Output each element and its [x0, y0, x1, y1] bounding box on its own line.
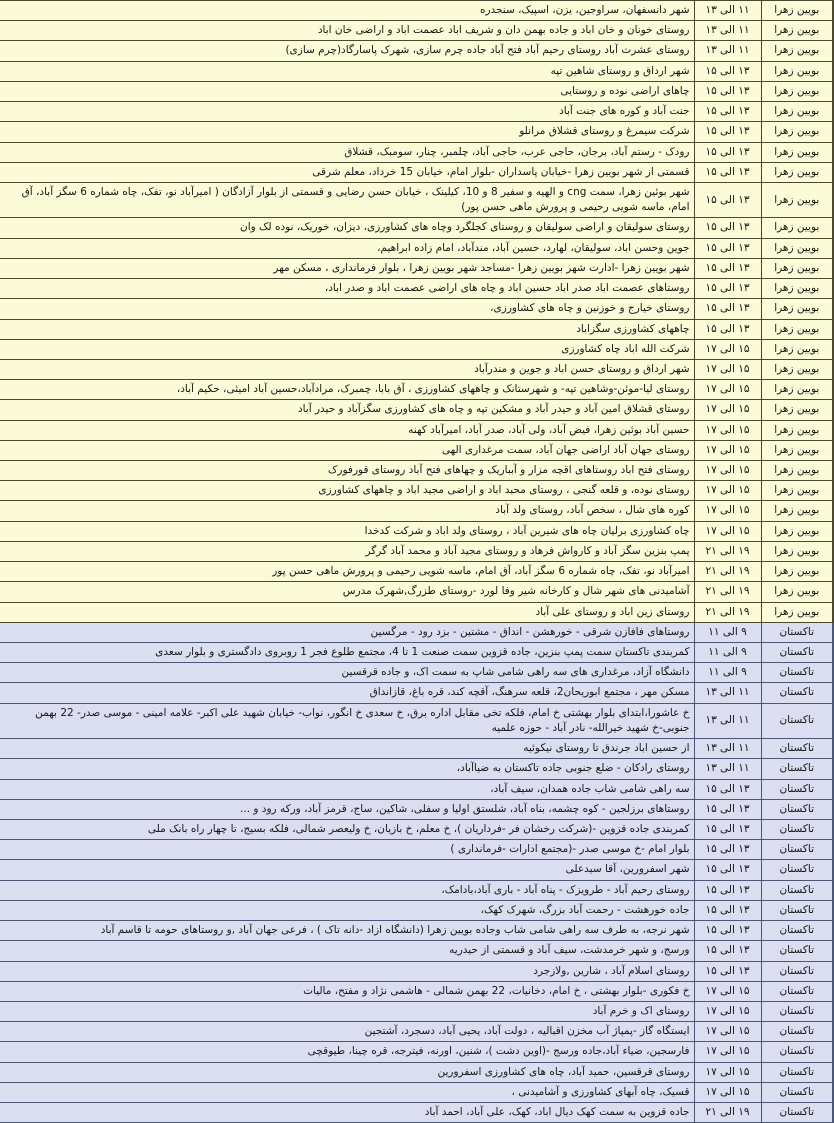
cell-city: بویین زهرا [761, 501, 833, 521]
cell-city: تاکستان [761, 1082, 833, 1102]
cell-city: تاکستان [761, 840, 833, 860]
cell-city: بویین زهرا [761, 218, 833, 238]
cell-outage-areas: شرکت الله اباد چاه کشاورزی [0, 339, 694, 359]
table-row [0, 319, 833, 339]
cell-outage-time: ۱۵ الی ۱۷ [694, 420, 761, 440]
cell-city: بویین زهرا [761, 299, 833, 319]
cell-city: تاکستان [761, 799, 833, 819]
cell-city: بویین زهرا [761, 521, 833, 541]
cell-outage-areas: روستای رادکان - ضلع جنوبی جاده تاکستان به ضیاآباد، [0, 759, 694, 779]
cell-city: بویین زهرا [761, 238, 833, 258]
cell-outage-time: ۱۵ الی ۱۷ [694, 1062, 761, 1082]
cell-city: بویین زهرا [761, 319, 833, 339]
cell-outage-areas: حسین آباد بوئین زهرا، فیض آباد، ولی آباد، صدر آباد، امیرآباد کهنه [0, 420, 694, 440]
table-row [0, 819, 833, 839]
cell-outage-time: ۱۵ الی ۱۷ [694, 380, 761, 400]
cell-outage-areas: روستای زین اباد و روستای علی آباد [0, 602, 694, 622]
table-row [0, 622, 833, 642]
cell-outage-time: ۹ الی ۱۱ [694, 663, 761, 683]
table-row [0, 961, 833, 981]
cell-outage-areas: فارسجین، ضیاء آباد،جاده ورسج -(اوین دشت )، شنین، اورنه، فیترجه، قره چینا، طیوقچی [0, 1042, 694, 1062]
cell-city: بویین زهرا [761, 41, 833, 61]
table-row [0, 218, 833, 238]
cell-outage-areas: مسکن مهر ، مجتمع ابوریحان2، قلعه سرهنگ، آقچه کند، قره باغ، قازانداق [0, 683, 694, 703]
cell-city: تاکستان [761, 663, 833, 683]
cell-outage-time: ۱۱ الی ۱۳ [694, 1, 761, 21]
cell-outage-time: ۱۳ الی ۱۵ [694, 122, 761, 142]
cell-outage-areas: روستای قرقسین، حمید آباد، چاه های کشاورزی اسفرورین [0, 1062, 694, 1082]
cell-city: بویین زهرا [761, 481, 833, 501]
cell-outage-areas: شهر دانسفهان، سراوجین، یزن، اسپیک، سنجدره [0, 1, 694, 21]
cell-outage-areas: قسمتی از شهر بویین زهرا -خیابان پاسداران -بلوار امام، خیابان 15 خرداد، معلم شرقی [0, 162, 694, 182]
cell-outage-time: ۱۳ الی ۱۵ [694, 819, 761, 839]
cell-outage-time: ۱۵ الی ۱۷ [694, 339, 761, 359]
cell-city: بویین زهرا [761, 258, 833, 278]
cell-outage-time: ۱۳ الی ۱۵ [694, 81, 761, 101]
cell-outage-areas: چاه کشاورزی برلیان چاه های شیرین آباد ، روستای ولد اباد و شرکت کدخدا [0, 521, 694, 541]
table-row [0, 122, 833, 142]
table-row [0, 703, 833, 738]
cell-outage-areas: روستای اک و خرم آباد [0, 1001, 694, 1021]
cell-city: بویین زهرا [761, 1, 833, 21]
cell-outage-time: ۱۵ الی ۱۷ [694, 481, 761, 501]
cell-city: تاکستان [761, 860, 833, 880]
cell-outage-time: ۱۳ الی ۱۵ [694, 299, 761, 319]
cell-outage-areas: جنت آباد و کوره های جنت آباد [0, 102, 694, 122]
table-row [0, 1022, 833, 1042]
cell-outage-time: ۱۵ الی ۱۷ [694, 461, 761, 481]
cell-outage-areas: پمپ بنزین سگز آباد و کارواش فرهاد و روستای مجید آباد و محمد آباد گرگر [0, 541, 694, 561]
cell-outage-areas: جاده خورهشت - رحمت آباد بزرگ، شهرک کهک، [0, 900, 694, 920]
cell-city: بویین زهرا [761, 461, 833, 481]
table-row [0, 541, 833, 561]
cell-outage-areas: رودک - رستم آباد، برجان، حاجی عرب، حاجی آباد، چلمبر، چنار، سومبک، قشلاق [0, 142, 694, 162]
cell-city: تاکستان [761, 759, 833, 779]
cell-city: بویین زهرا [761, 562, 833, 582]
cell-outage-time: ۹ الی ۱۱ [694, 622, 761, 642]
table-row [0, 339, 833, 359]
cell-outage-areas: روستاهای برزلجین - کوه چشمه، بناه آباد، شلستق اولیا و سفلی، شاکین، ساج، قرمز آباد، ورکه رود و ... [0, 799, 694, 819]
cell-city: بویین زهرا [761, 102, 833, 122]
table-row [0, 860, 833, 880]
cell-outage-time: ۱۹ الی ۲۱ [694, 582, 761, 602]
cell-outage-areas: از حسین اباد جرندق تا روستای نیکوئیه [0, 739, 694, 759]
cell-outage-areas: جاده قزوین به سمت کهک دیال اباد، کهک، علی آباد، احمد آباد [0, 1103, 694, 1123]
cell-city: تاکستان [761, 880, 833, 900]
cell-outage-areas: روستای خیارج و خوزنین و چاه های کشاورزی، [0, 299, 694, 319]
cell-outage-areas: شهر اسفرورین، آقا سیدعلی [0, 860, 694, 880]
cell-outage-time: ۱۱ الی ۱۳ [694, 683, 761, 703]
cell-outage-areas: روستای فتح اباد روستاهای اقچه مزار و آبباریک و چهاهای فتح آباد روستای قورفورک [0, 461, 694, 481]
cell-outage-time: ۱۳ الی ۱۵ [694, 279, 761, 299]
table-row [0, 1001, 833, 1021]
cell-city: بویین زهرا [761, 541, 833, 561]
cell-outage-time: ۱۳ الی ۱۵ [694, 238, 761, 258]
table-row [0, 81, 833, 101]
table-row [0, 102, 833, 122]
table-row [0, 21, 833, 41]
cell-outage-areas: روستای نوده، و قلعه گنجی ، روستای محبد اباد و اراضی مجید اباد و چاههای کشاورزی [0, 481, 694, 501]
cell-city: بویین زهرا [761, 142, 833, 162]
cell-city: تاکستان [761, 703, 833, 738]
cell-outage-areas: بلوار امام -خ موسی صدر -(مجتمع ادارات -فرمانداری ) [0, 840, 694, 860]
table-row [0, 1, 833, 21]
cell-outage-areas: امیرآباد نو، تفک، چاه شماره 6 سگز آباد، آق امام، ماسه شویی رحیمی و پرورش ماهی حسن پور [0, 562, 694, 582]
cell-outage-areas: روستای اسلام آباد ، شارین ,ولازجرد [0, 961, 694, 981]
cell-outage-areas: روستای رحیم آباد - طرویزک - پناه آباد - باری آباد،بادامک، [0, 880, 694, 900]
table-row [0, 840, 833, 860]
cell-outage-areas: جوین وحسن اباد، سولیقان، لهارد، حسین آباد، مندآباد، امام زاده ابراهیم، [0, 238, 694, 258]
cell-city: تاکستان [761, 961, 833, 981]
cell-outage-areas: روستاهای فافازن شرقی - خورهشن - انداق - مشتین - بزد رود - مرگسین [0, 622, 694, 642]
table-row [0, 400, 833, 420]
cell-outage-time: ۱۹ الی ۲۱ [694, 602, 761, 622]
table-row [0, 941, 833, 961]
table-row [0, 981, 833, 1001]
cell-outage-time: ۱۳ الی ۱۵ [694, 941, 761, 961]
cell-outage-time: ۱۵ الی ۱۷ [694, 1042, 761, 1062]
cell-city: بویین زهرا [761, 582, 833, 602]
table-row [0, 501, 833, 521]
cell-outage-areas: روستای قشلاق امین آباد و حیدر آباد و مشکین تپه و چاه های کشاورزی سگزآباد و حیدر آباد [0, 400, 694, 420]
table-row [0, 238, 833, 258]
cell-outage-areas: ایستگاه گاز -پمپاژ آب مخزن اقبالیه ، دولت آباد، یحیی آباد، دسجرد، آشتجین [0, 1022, 694, 1042]
cell-outage-time: ۱۹ الی ۲۱ [694, 541, 761, 561]
cell-city: بویین زهرا [761, 380, 833, 400]
cell-outage-time: ۱۳ الی ۱۵ [694, 258, 761, 278]
table-row [0, 1042, 833, 1062]
table-row [0, 461, 833, 481]
cell-city: بویین زهرا [761, 602, 833, 622]
cell-outage-areas: خ عاشورا،ابتدای بلوار بهشتی خ امام، فلکه تخی مقابل اداره برق، خ سعدی خ انگور، نواب- خیابان شهید علی اکبر- علامه امینی - موسی صدر- 22 بهمن جنوبی-خ شهید خیرالله- نادر آباد - حوزه علمیه [0, 703, 694, 738]
cell-city: بویین زهرا [761, 400, 833, 420]
cell-outage-time: ۱۳ الی ۱۵ [694, 921, 761, 941]
cell-outage-areas: روستای خونان و خان اباد و جاده بهمن دان و شریف اباد عصمت اباد و اراضی خان اباد [0, 21, 694, 41]
cell-outage-areas: روستاهای عصمت اباد صدر اباد حسین اباد و چاه های اراضی عصمت اباد و صدر اباد، [0, 279, 694, 299]
cell-outage-areas: روستای لیا-موئن-وشاهین تپه- و شهرستانک و چاههای کشاورزی ، آق بابا، چمبرک، مرادآباد،حسین آباد امیئی، حکیم آباد، [0, 380, 694, 400]
cell-city: تاکستان [761, 683, 833, 703]
table-row [0, 643, 833, 663]
table-row [0, 359, 833, 379]
cell-outage-time: ۱۳ الی ۱۵ [694, 61, 761, 81]
cell-outage-areas: روستای عشرت آباد روستای رحیم آباد فتح آباد جاده چرم سازی، شهرک پاسارگاد(چرم سازی) [0, 41, 694, 61]
table-row [0, 61, 833, 81]
table-row [0, 880, 833, 900]
cell-outage-time: ۱۳ الی ۱۵ [694, 900, 761, 920]
cell-city: بویین زهرا [761, 81, 833, 101]
table-row [0, 900, 833, 920]
table-row [0, 562, 833, 582]
cell-outage-time: ۱۳ الی ۱۵ [694, 799, 761, 819]
cell-outage-time: ۱۳ الی ۱۵ [694, 779, 761, 799]
table-row [0, 182, 833, 217]
table-row [0, 1103, 833, 1123]
cell-city: تاکستان [761, 921, 833, 941]
cell-outage-time: ۱۳ الی ۱۵ [694, 840, 761, 860]
table-row [0, 521, 833, 541]
cell-outage-time: ۱۳ الی ۱۵ [694, 142, 761, 162]
cell-outage-time: ۱۱ الی ۱۳ [694, 739, 761, 759]
cell-outage-areas: شرکت سیمرغ و روستای قشلاق مرانلو [0, 122, 694, 142]
cell-city: تاکستان [761, 1103, 833, 1123]
cell-outage-time: ۱۱ الی ۱۳ [694, 759, 761, 779]
cell-outage-time: ۱۳ الی ۱۵ [694, 218, 761, 238]
cell-outage-time: ۱۵ الی ۱۷ [694, 1001, 761, 1021]
cell-outage-time: ۱۱ الی ۱۳ [694, 703, 761, 738]
cell-outage-areas: آشامیدنی های شهر شال و کارخانه شیر وفا لورد -روستای طزرگ,شهرک مدرس [0, 582, 694, 602]
cell-outage-time: ۹ الی ۱۱ [694, 643, 761, 663]
table-row [0, 299, 833, 319]
cell-outage-areas: سه راهی شامی شاب جاده همدان، سیف آباد، [0, 779, 694, 799]
table-row [0, 602, 833, 622]
cell-city: تاکستان [761, 941, 833, 961]
cell-outage-areas: شهر بوئین زهرا، سمت cng و الهیه و سفیر 8 و 10، کیلینک ، خیابان حسن رضایی و قسمتی از بلوار آزادگان ( امیرآباد نو، تفک، چاه شماره 6 سگز آباد، آق امام، ماسه شویی رحیمی و پرورش ماهی حسن پور) [0, 182, 694, 217]
cell-city: بویین زهرا [761, 61, 833, 81]
table-row [0, 481, 833, 501]
cell-outage-areas: دانشگاه آزاد، مرغداری های سه راهی شامی شاپ به سمت اک، و جاده قرقسین [0, 663, 694, 683]
cell-city: تاکستان [761, 981, 833, 1001]
table-body [0, 1, 833, 1123]
cell-outage-time: ۱۱ الی ۱۳ [694, 21, 761, 41]
cell-outage-time: ۱۳ الی ۱۵ [694, 961, 761, 981]
cell-outage-time: ۱۳ الی ۱۵ [694, 880, 761, 900]
table-row [0, 759, 833, 779]
cell-city: بویین زهرا [761, 279, 833, 299]
table-row [0, 380, 833, 400]
cell-outage-time: ۱۳ الی ۱۵ [694, 162, 761, 182]
cell-outage-areas: قسیک، چاه آبهای کشاورزی و آشامیدنی ، [0, 1082, 694, 1102]
table-row [0, 582, 833, 602]
cell-city: بویین زهرا [761, 162, 833, 182]
table-row [0, 279, 833, 299]
table-row [0, 1082, 833, 1102]
cell-outage-time: ۱۵ الی ۱۷ [694, 1082, 761, 1102]
cell-outage-areas: خ فکوری -بلوار بهشتی ، خ امام، دخانیات، 22 بهمن شمالی - هاشمی نژاد و مفتح، مالیات [0, 981, 694, 1001]
cell-outage-time: ۱۱ الی ۱۳ [694, 41, 761, 61]
cell-outage-time: ۱۵ الی ۱۷ [694, 1022, 761, 1042]
cell-outage-areas: چاههای کشاورزی سگزاباد [0, 319, 694, 339]
cell-city: بویین زهرا [761, 420, 833, 440]
cell-outage-time: ۱۵ الی ۱۷ [694, 359, 761, 379]
cell-city: بویین زهرا [761, 122, 833, 142]
cell-outage-areas: روستای سولیقان و اراضی سولیقان و روستای کجلگرد وچاه های کشاورزی، دیزان، خوریک، نوده لک وان [0, 218, 694, 238]
cell-outage-time: ۱۹ الی ۲۱ [694, 562, 761, 582]
table-row [0, 162, 833, 182]
cell-city: تاکستان [761, 643, 833, 663]
cell-city: تاکستان [761, 900, 833, 920]
cell-city: تاکستان [761, 1001, 833, 1021]
cell-outage-time: ۱۳ الی ۱۵ [694, 860, 761, 880]
cell-city: بویین زهرا [761, 339, 833, 359]
cell-outage-areas: ورسج، و شهر خرمدشت، سیف آباد و قسمتی از حیدریه [0, 941, 694, 961]
table-row [0, 440, 833, 460]
cell-outage-areas: شهر بویین زهرا -ادارت شهر بویین زهرا -مساجد شهر بویین زهرا ، بلوار فرمانداری ، مسکن مهر [0, 258, 694, 278]
cell-city: تاکستان [761, 622, 833, 642]
cell-outage-areas: شهر ارداق و روستای شاهین تپه [0, 61, 694, 81]
table-row [0, 921, 833, 941]
cell-outage-time: ۱۵ الی ۱۷ [694, 521, 761, 541]
cell-outage-time: ۱۵ الی ۱۷ [694, 501, 761, 521]
table-row [0, 739, 833, 759]
table-row [0, 779, 833, 799]
table-row [0, 1062, 833, 1082]
cell-outage-time: ۱۳ الی ۱۵ [694, 102, 761, 122]
cell-city: تاکستان [761, 779, 833, 799]
cell-outage-time: ۱۵ الی ۱۷ [694, 440, 761, 460]
table-row [0, 663, 833, 683]
cell-city: تاکستان [761, 819, 833, 839]
cell-outage-areas: کوره های شال ، سخص آباد، روستای ولد آباد [0, 501, 694, 521]
cell-outage-areas: شهر نرجه، به طرف سه راهی شامی شاب وجاده بویین زهرا (دانشگاه ازاد -دانه تاک ) ، فرعی جهان آباد ,و روستاهای حومه تا قاسم آباد [0, 921, 694, 941]
table-row [0, 142, 833, 162]
cell-outage-time: ۱۵ الی ۱۷ [694, 400, 761, 420]
cell-outage-areas: کمربندی جاده قزوین -(شرکت رخشان فر -فرداریان )، خ معلم، خ بازیان، خ ولیعصر شمالی، فلکه بسیج، تا چهار راه بانک ملی [0, 819, 694, 839]
cell-city: بویین زهرا [761, 182, 833, 217]
cell-outage-time: ۱۳ الی ۱۵ [694, 182, 761, 217]
cell-city: بویین زهرا [761, 359, 833, 379]
cell-city: بویین زهرا [761, 21, 833, 41]
table-row [0, 41, 833, 61]
cell-outage-areas: کمربندی تاکستان سمت پمپ بنزین، جاده قزوین سمت صنعت 1 تا 4، مجتمع طلوع فجر 1 روبروی دادگستری و بلوار سعدی [0, 643, 694, 663]
table-row [0, 683, 833, 703]
table-row [0, 420, 833, 440]
table-row [0, 799, 833, 819]
cell-city: تاکستان [761, 1022, 833, 1042]
cell-outage-areas: روستای جهان آباد اراضی جهان آباد، سمت مرغداری الهی [0, 440, 694, 460]
cell-outage-areas: چاهای اراضی نوده و روستایی [0, 81, 694, 101]
cell-city: تاکستان [761, 1062, 833, 1082]
cell-city: بویین زهرا [761, 440, 833, 460]
cell-city: تاکستان [761, 1042, 833, 1062]
cell-outage-time: ۱۹ الی ۲۱ [694, 1103, 761, 1123]
cell-outage-areas: شهر ارداق و روستای حسن اباد و جوین و مندرآباد [0, 359, 694, 379]
cell-outage-time: ۱۵ الی ۱۷ [694, 981, 761, 1001]
table-row [0, 258, 833, 278]
cell-outage-time: ۱۳ الی ۱۵ [694, 319, 761, 339]
cell-city: تاکستان [761, 739, 833, 759]
